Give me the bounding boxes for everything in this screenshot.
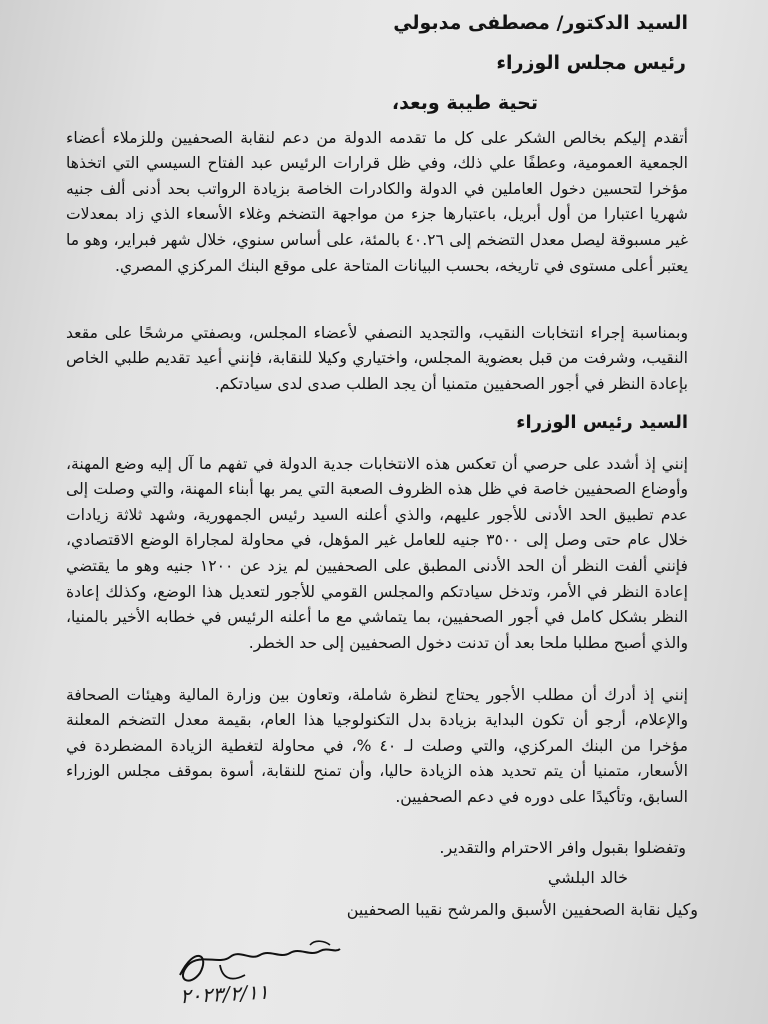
- signer-name: خالد البلشي: [547, 868, 628, 887]
- signature-date: ٢٠٢٣/٢/١١: [179, 979, 270, 1009]
- salutation: السيد الدكتور/ مصطفى مدبولي: [393, 12, 688, 34]
- greeting: تحية طيبة وبعد،: [391, 92, 538, 114]
- recipient-title: رئيس مجلس الوزراء: [496, 52, 686, 74]
- paragraph-3: إنني إذ أشدد على حرصي أن تعكس هذه الانتخابات جدية الدولة في تفهم ما آل إليه وضع المهنة، وأوضاع الصحفيين خاصة في ظل هذه الظروف الصعبة التي يمر بها أبناء المهنة، والتي وصلت إلى عدم تطبيق الحد الأدنى للأجور عليهم، والذي أعلنه السيد رئيس الجمهورية، وشهد ثلاثة زيادات خلال عام حتى وصل إلى ٣٥٠٠ جنيه للعامل غير المؤهل، في محاولة لمجاراة الوضع الاقتصادي، فإنني ألفت النظر أن الحد الأدنى المطبق على الصحفيين لم يزد عن ١٢٠٠ جنيه وهو ما يقتضي إعادة النظر في الأمر، وتدخل سيادتكم والمجلس القومي للأجور لتعديل هذا الوضع، وكذلك إعادة النظر بشكل كامل في أجور الصحفيين، بما يتماشي مع ما أعلنه الرئيس في خطابه الأخير بالمنيا، والذي أصبح مطلبا ملحا بعد أن تدنت دخول الصحفيين إلى حد الخطر.: [66, 454, 688, 652]
- signer-title: وكيل نقابة الصحفيين الأسبق والمرشح نقيبا الصحفيين: [346, 900, 698, 919]
- second-salutation: السيد رئيس الوزراء: [516, 412, 688, 433]
- paragraph-1: أتقدم إليكم بخالص الشكر على كل ما تقدمه الدولة من دعم لنقابة الصحفيين وللزملاء أعضاء الجمعية العمومية، وعطفًا علي ذلك، وفي ظل قرارات الرئيس عبد الفتاح السيسي التي اتخذها مؤخرا لتحسين دخول العاملين في الدولة والكادرات الخاصة بزيادة الرواتب بحد أدنى ألف جنيه شهريا اعتبارا من أول أبريل، باعتبارها جزء من مواجهة التضخم وغلاء الأسعاء الذي زاد بمعدلات غير مسبوقة ليصل معدل التضخم إلى ٤٠.٢٦ بالمئة، على أساس سنوي، خلال شهر فبراير، وهو ما يعتبر أعلى مستوى في تاريخه، بحسب البيانات المتاحة على موقع البنك المركزي المصري.: [66, 128, 689, 275]
- closing-line: وتفضلوا بقبول وافر الاحترام والتقدير.: [439, 838, 686, 857]
- paragraph-2: وبمناسبة إجراء انتخابات النقيب، والتجديد النصفي لأعضاء المجلس، وبصفتي مرشحًا على مقعد النقيب، وشرفت من قبل بعضوية المجلس، واختياري وكيلا للنقابة، فإنني أعيد تقديم طلبي الخاص بإعادة النظر في أجور الصحفيين متمنيا أن يجد الطلب صدى لدى سيادتكم.: [66, 323, 688, 393]
- paragraph-4: إنني إذ أدرك أن مطلب الأجور يحتاج لنظرة شاملة، وتعاون بين وزارة المالية وهيئات الصحافة والإعلام، أرجو أن تكون البداية بزيادة بدل التكنولوجيا هذا العام، بقيمة معدل التضخم المعلنة مؤخرا من البنك المركزي، والتي وصلت لـ ٤٠ %، في محاولة لتغطية الزيادة المضطردة في الأسعار، متمنيا أن يتم تحديد هذه الزيادة حاليا، وأن تمنح للنقابة، أسوة بموقف مجلس الوزراء السابق، وتأكيدًا على دوره في دعم الصحفيين.: [66, 685, 688, 806]
